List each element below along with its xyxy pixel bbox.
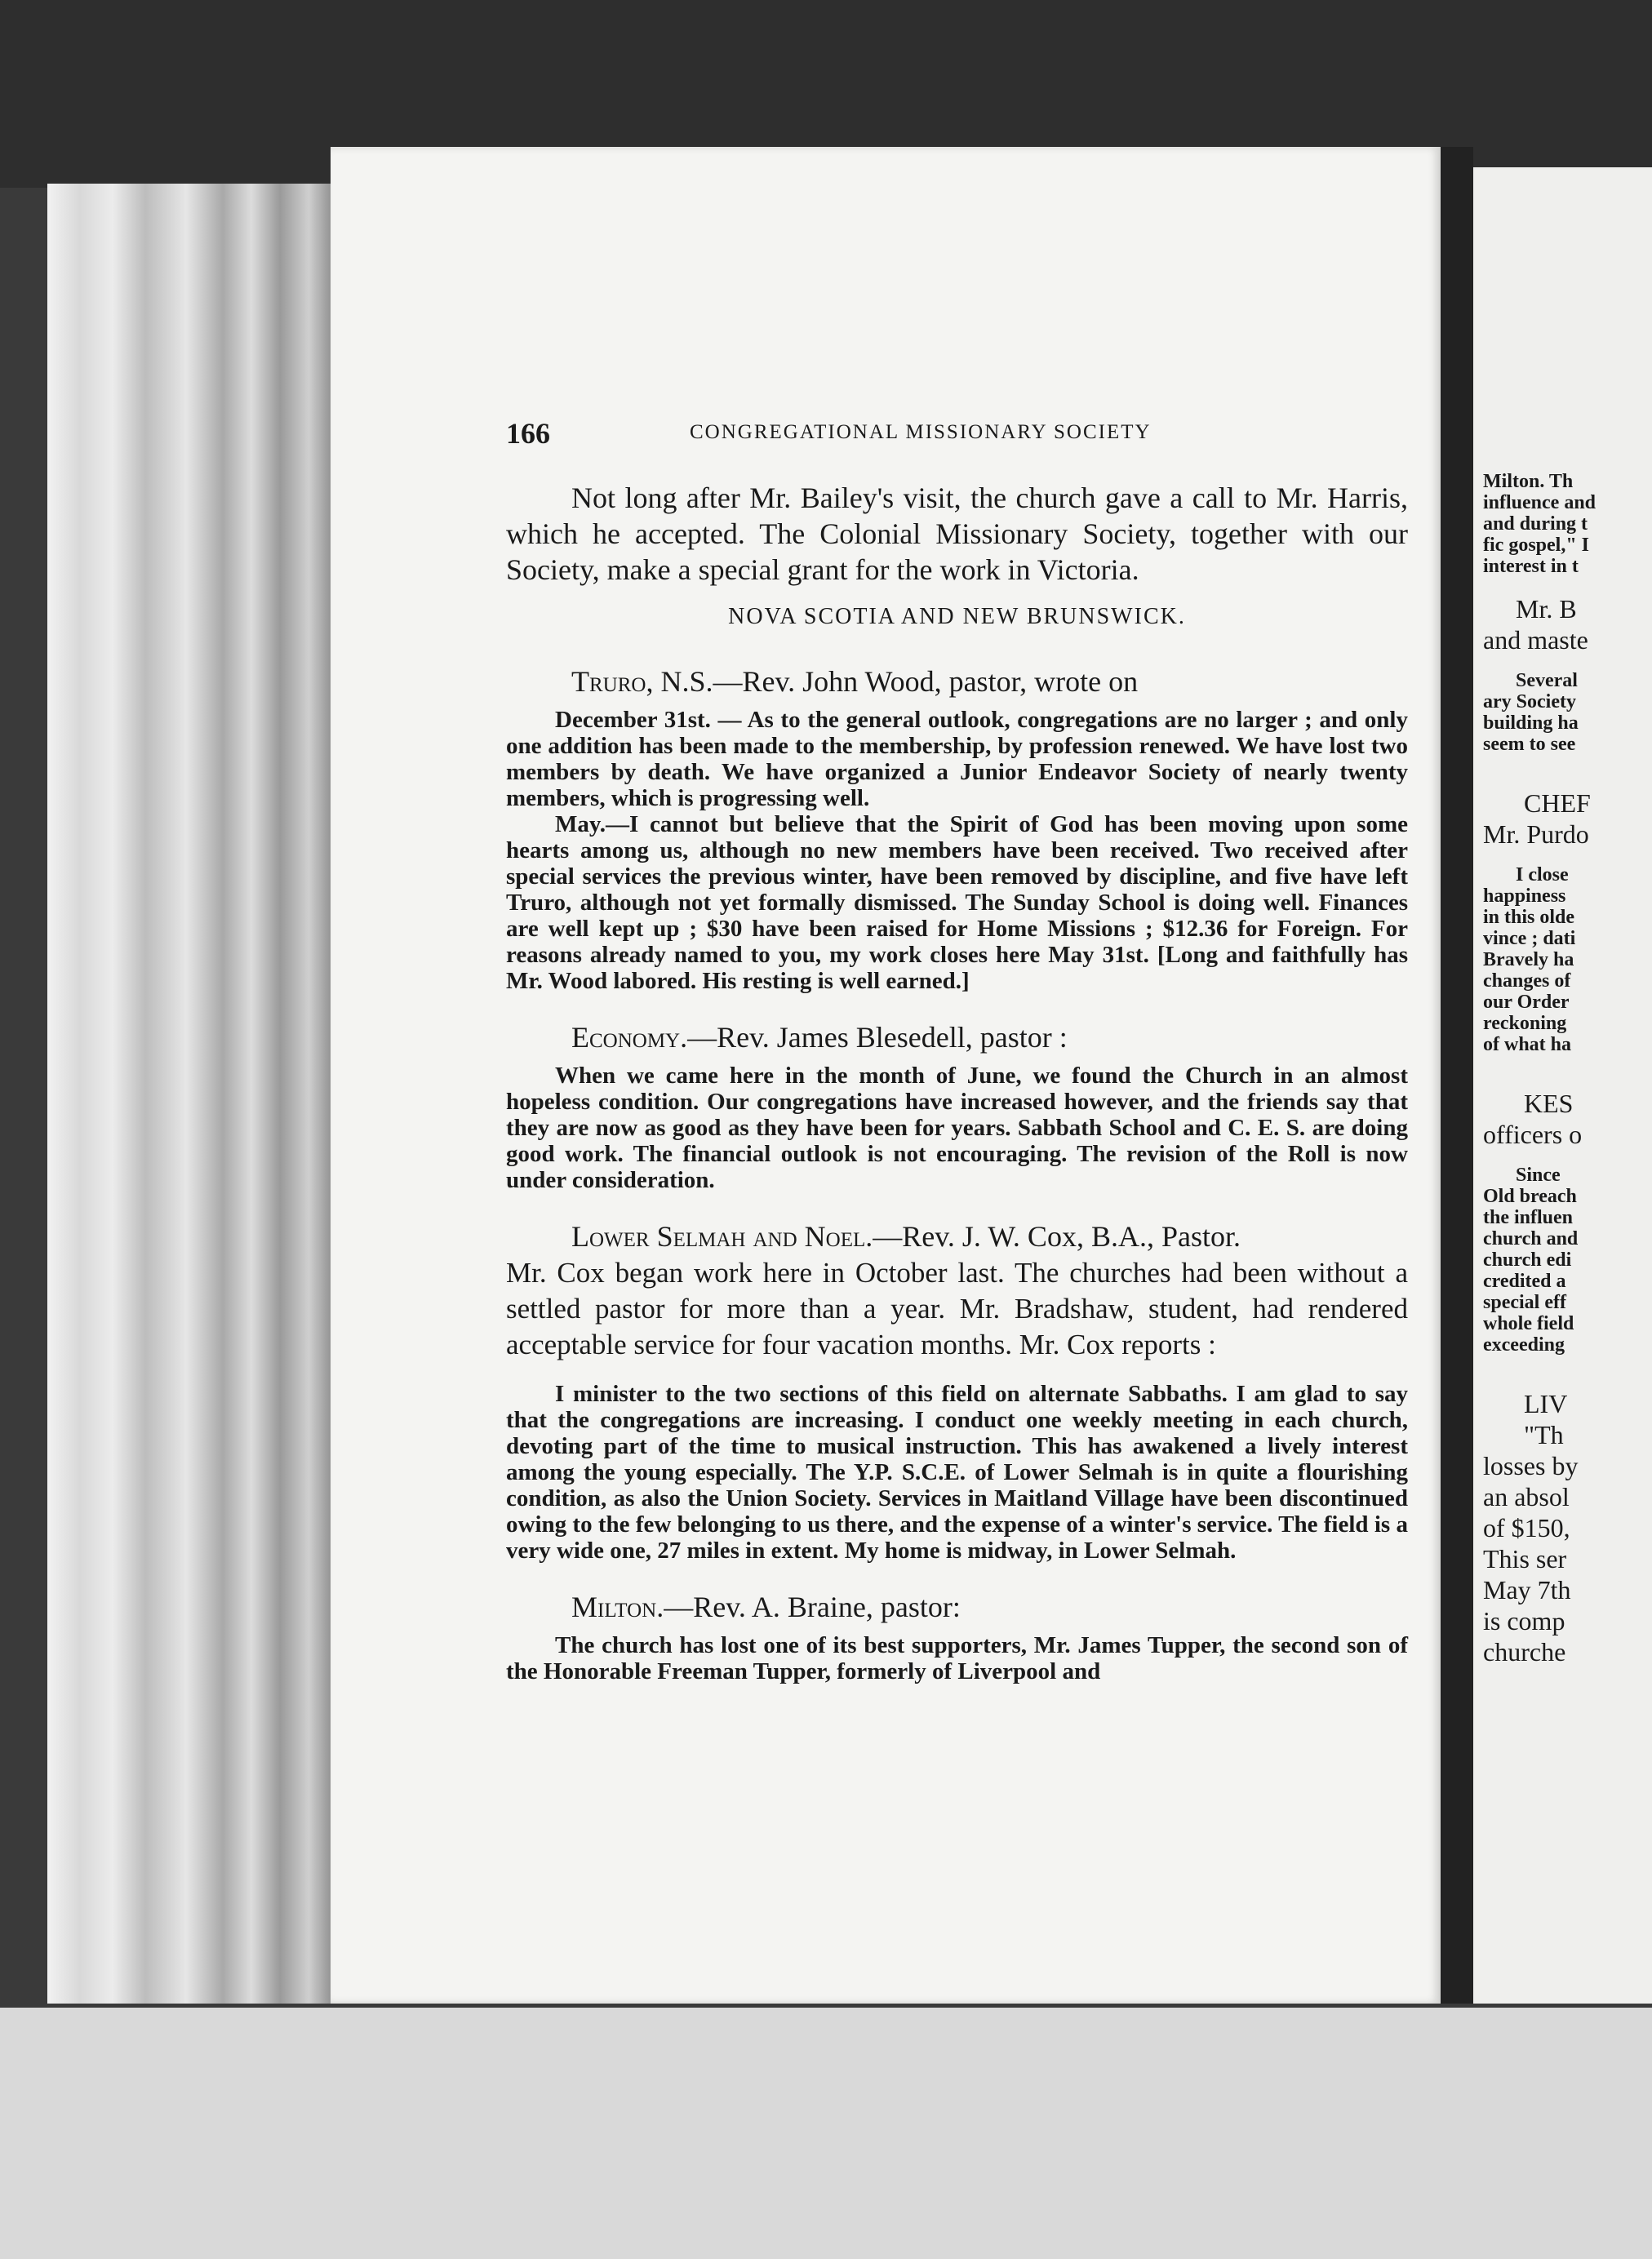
page-number: 166 bbox=[506, 417, 550, 450]
entry-heading bbox=[506, 1588, 1408, 1626]
facing-line: credited a bbox=[1483, 1271, 1566, 1292]
facing-line: Mr. B bbox=[1516, 594, 1577, 624]
facing-line: churche bbox=[1483, 1637, 1566, 1667]
lead-paragraph: Not long after Mr. Bailey's visit, the church gave a call to Mr. Harris, which he accepted. The Colonial Missionary Society, together with our Society, make a special grant for the work in Victoria. bbox=[506, 482, 1408, 586]
page-content bbox=[506, 416, 1408, 1684]
facing-line: fic gospel," I bbox=[1483, 535, 1589, 556]
facing-line: reckoning bbox=[1483, 1013, 1567, 1034]
entry-milton bbox=[506, 1588, 1408, 1684]
entry-heading bbox=[506, 663, 1408, 700]
entry-heading-rest: .—Rev. J. W. Cox, B.A., Pastor. bbox=[865, 1220, 1241, 1253]
book-page-edges bbox=[47, 184, 337, 2004]
facing-line: officers o bbox=[1483, 1120, 1583, 1149]
entry-heading-rest: .—Rev. A. Braine, pastor: bbox=[656, 1591, 961, 1623]
facing-line: of what ha bbox=[1483, 1034, 1572, 1055]
entry-body: The church has lost one of its best supporters, Mr. James Tupper, the second son of the Honorable Freeman Tupper, formerly of Liverpool and bbox=[506, 1632, 1408, 1684]
facing-page bbox=[1473, 167, 1652, 2004]
facing-line: Milton. Th bbox=[1483, 471, 1574, 492]
entry-heading bbox=[506, 1019, 1408, 1056]
book-gutter bbox=[1441, 147, 1473, 2004]
facing-line: interest in t bbox=[1483, 556, 1579, 577]
facing-line: "Th bbox=[1524, 1420, 1564, 1449]
facing-line: LIV bbox=[1524, 1389, 1568, 1418]
facing-line: building ha bbox=[1483, 712, 1579, 734]
facing-line: special eff bbox=[1483, 1292, 1566, 1313]
running-head: CONGREGATIONAL MISSIONARY SOCIETY bbox=[690, 421, 1152, 443]
facing-page-text bbox=[1483, 471, 1596, 1667]
entry-body: May.—I cannot but believe that the Spirit of God has been moving upon some hearts among us, although no new members have been received. Two received after special services the previous winter, have been removed by discipline, and five have left Truro, although not yet formally dismissed. The Sunday School is doing well. Finances are well kept up ; $30 have been raised for Home Missions ; $12.36 for Foreign. For reasons already named to you, my work closes here May 31st. [Long and faithfully has Mr. Wood labored. His resting is well earned.] bbox=[506, 811, 1408, 994]
entry-place: Milton bbox=[571, 1591, 657, 1623]
entry-heading-rest: .—Rev. James Blesedell, pastor : bbox=[680, 1021, 1068, 1054]
facing-line: Several bbox=[1516, 670, 1578, 691]
entry-place: Economy bbox=[571, 1021, 681, 1054]
entry-body: December 31st. — As to the general outlook, congregations are no larger ; and only one addition has been made to the membership, by profession renewed. We have lost two members by death. We have organized a Junior Endeavor Society of nearly twenty members, which is progressing well. bbox=[506, 707, 1408, 811]
scan-background-bottom bbox=[0, 2008, 1652, 2259]
facing-line: CHEF bbox=[1524, 788, 1591, 818]
facing-line: is comp bbox=[1483, 1606, 1565, 1635]
facing-line: church edi bbox=[1483, 1249, 1572, 1271]
entry-body: I minister to the two sections of this field on alternate Sabbaths. I am glad to say that the congregations are increasing. I conduct one weekly meeting in each church, devoting part of the time to musical instruction. This has awakened a lively interest among the young especially. The Y.P. S.C.E. of Lower Selmah is in quite a flourishing condition, as also the Union Society. Services in Maitland Village have been discontinued owing to the few belonging to us there, and the expense of a winter's service. The field is a very wide one, 27 miles in extent. My home is midway, in Lower Selmah. bbox=[506, 1381, 1408, 1564]
section-title: NOVA SCOTIA AND NEW BRUNSWICK. bbox=[728, 604, 1186, 629]
facing-line: May 7th bbox=[1483, 1575, 1571, 1604]
facing-line: exceeding bbox=[1483, 1334, 1565, 1356]
entry-place: Truro bbox=[571, 665, 646, 698]
facing-line: whole field bbox=[1483, 1313, 1574, 1334]
page-header bbox=[506, 416, 1408, 457]
entry-body: When we came here in the month of June, we found the Church in an almost hopeless condition. Our congregations have increased however, and the friends say that they are now as good as they have been for years. Sabbath School and C. E. S. are doing good work. The financial outlook is not encouraging. The revision of the Roll is now under consideration. bbox=[506, 1063, 1408, 1193]
entry-heading bbox=[506, 1218, 1408, 1255]
entry-lower-selmah bbox=[506, 1218, 1408, 1564]
facing-line: changes of bbox=[1483, 970, 1571, 992]
entry-intro: Mr. Cox began work here in October last. The churches had been without a settled pastor for more than a year. Mr. Bradshaw, student, had rendered acceptable service for four vacation months. Mr. Cox reports : bbox=[506, 1257, 1408, 1360]
facing-line: an absol bbox=[1483, 1482, 1570, 1511]
facing-line: Bravely ha bbox=[1483, 949, 1574, 970]
facing-line: and during t bbox=[1483, 513, 1588, 535]
facing-line: in this olde bbox=[1483, 907, 1575, 928]
facing-line: influence and bbox=[1483, 492, 1596, 513]
facing-line: and maste bbox=[1483, 625, 1588, 655]
facing-line: the influen bbox=[1483, 1207, 1574, 1228]
facing-line: of $150, bbox=[1483, 1513, 1570, 1542]
facing-line: Old breach bbox=[1483, 1186, 1577, 1207]
facing-line: vince ; dati bbox=[1483, 928, 1576, 949]
facing-line: This ser bbox=[1483, 1544, 1567, 1573]
facing-line: our Order bbox=[1483, 992, 1570, 1013]
facing-line: seem to see bbox=[1483, 734, 1576, 755]
facing-line: I close bbox=[1516, 864, 1569, 885]
entry-economy bbox=[506, 1019, 1408, 1193]
facing-line: Since bbox=[1516, 1165, 1561, 1186]
entry-place: Lower Selmah and Noel bbox=[571, 1220, 866, 1253]
entry-heading-rest: , N.S.—Rev. John Wood, pastor, wrote on bbox=[646, 665, 1139, 698]
facing-line: Mr. Purdo bbox=[1483, 819, 1589, 849]
entry-truro bbox=[506, 663, 1408, 994]
facing-line: happiness bbox=[1483, 885, 1566, 907]
facing-line: ary Society bbox=[1483, 691, 1576, 712]
facing-line: KES bbox=[1524, 1089, 1574, 1118]
facing-line: losses by bbox=[1483, 1451, 1579, 1480]
facing-line: church and bbox=[1483, 1228, 1579, 1249]
